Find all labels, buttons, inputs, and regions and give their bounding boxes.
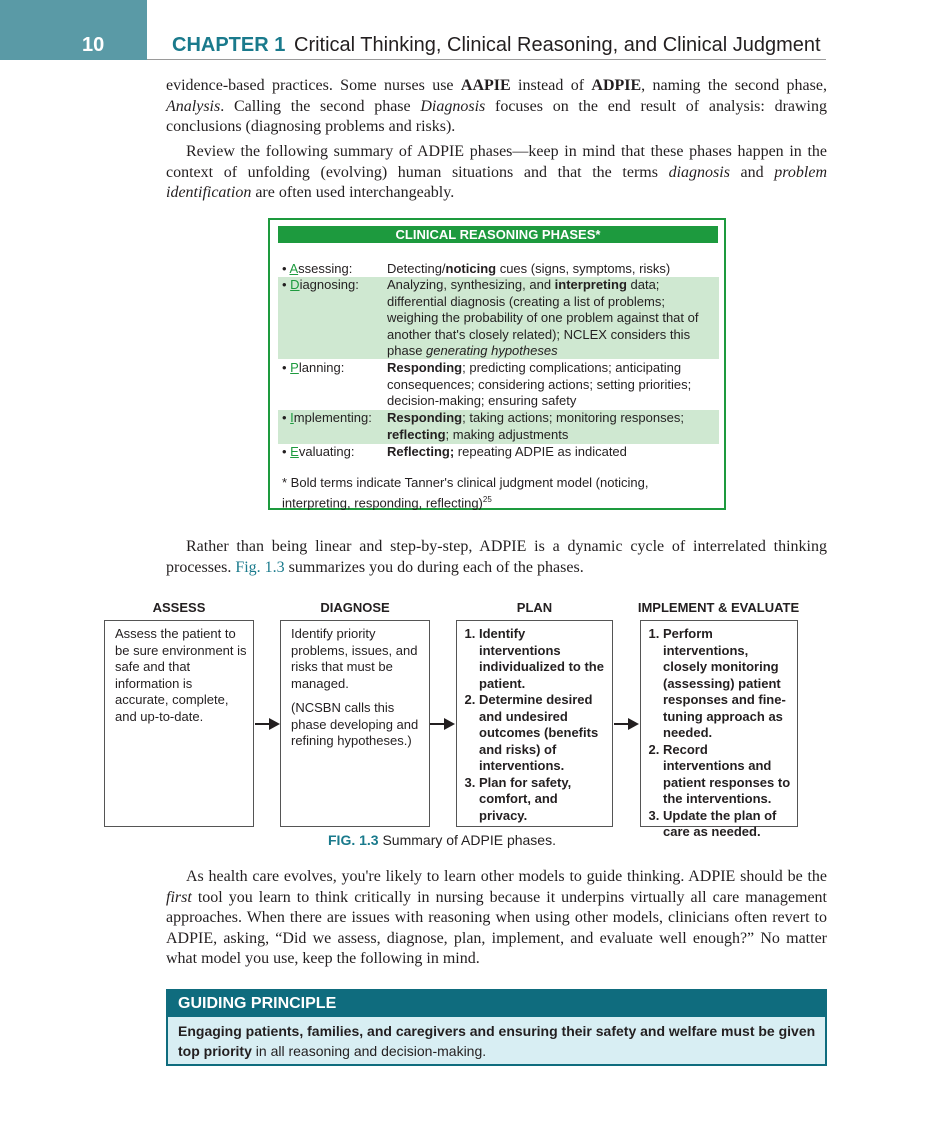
italic-term: Diagnosis xyxy=(420,97,486,115)
arrow-right-icon xyxy=(614,716,640,732)
page-number-tab xyxy=(0,0,147,60)
italic-term: diagnosis xyxy=(668,163,730,181)
text: cues (signs, symptoms, risks) xyxy=(496,261,671,276)
footnote-text: * Bold terms indicate Tanner's clinical judgment model (noticing, interpreting, responding, reflecting) xyxy=(282,475,649,510)
text: summarizes you do during each of the phases. xyxy=(284,558,584,576)
text: ; taking actions; monitoring responses; xyxy=(462,410,684,425)
text: Review the following summary of ADPIE phases—keep in mind that these phases happen in the context of unfolding (evolving) human situations and that the terms xyxy=(166,143,827,181)
text: instead of xyxy=(510,77,592,94)
text: ; making adjustments xyxy=(445,426,569,442)
assess-text: Assess the patient to be sure environment is safe and that information is accurate, complete, and up-to-date. xyxy=(115,626,247,724)
text: Detecting/ xyxy=(387,261,446,276)
text: repeating ADPIE as indicated xyxy=(454,444,627,459)
text: evidence-based practices. Some nurses use xyxy=(166,77,461,94)
text: Analyzing, synthesizing, and xyxy=(387,277,555,292)
diagnose-note: (NCSBN calls this phase developing and refining hypotheses.) xyxy=(291,700,419,748)
phase-row xyxy=(278,410,719,444)
phase-row xyxy=(278,261,719,277)
guiding-principle-box xyxy=(166,989,827,1066)
chapter-label: CHAPTER 1 xyxy=(172,34,286,56)
phase-label: ssessing: xyxy=(298,261,353,276)
text: data; differential diagnosis (creating a list of problems; weighing the probability of one problem against that of another that's closely related); NCLEX considers this phase xyxy=(387,277,699,358)
italic-term: generating hypotheses xyxy=(426,343,558,358)
text: As health care evolves, you're likely to learn other models to guide thinking. ADPIE should be the xyxy=(186,868,827,885)
text: focuses on the end result of analysis: drawing conclusions (diagnosing problems and risks). xyxy=(166,97,827,135)
bold-term: Reflecting; xyxy=(387,444,455,459)
paragraph-3 xyxy=(166,537,827,578)
phase-letter: A xyxy=(289,261,299,276)
phase-name xyxy=(282,444,355,461)
bold-term: reflecting xyxy=(387,426,446,442)
text: and xyxy=(729,163,775,181)
text: are often used interchangeably. xyxy=(251,184,455,201)
implement-item: 1. Perform interventions, closely monitoring (assessing) patient responses and fine-tuning approach as needed. xyxy=(663,626,791,742)
assess-box xyxy=(104,620,254,827)
arrow-right-icon xyxy=(255,716,281,732)
plan-item: 1. Identify interventions individualized to the patient. xyxy=(479,626,606,692)
implement-item: 2. Record interventions and patient responses to the interventions. xyxy=(663,742,791,808)
phase-letter: D xyxy=(290,277,300,292)
text: tool you learn to think critically in nursing because it underpins virtually all care management approaches. When there are issues with reasoning when using other models, clinicians often revert to ADPIE, asking, “Did we assess, diagnose, plan, implement, and evaluate well enough?” No matter what model you use, keep the following in mind. xyxy=(166,888,827,967)
phase-description xyxy=(387,261,717,278)
phase-letter: E xyxy=(290,444,299,459)
italic-term: problem identification xyxy=(166,163,827,201)
bullet-icon: • xyxy=(282,360,291,375)
phase-label: lanning: xyxy=(298,360,345,375)
phase-name xyxy=(282,261,352,278)
phase-description xyxy=(387,360,717,410)
header-rule xyxy=(147,59,826,60)
guiding-principle-title: GUIDING PRINCIPLE xyxy=(168,991,825,1017)
bold-term: interpreting xyxy=(554,277,627,292)
figure-caption-text: Summary of ADPIE phases. xyxy=(378,832,556,848)
guiding-principle-rest: in all reasoning and decision-making. xyxy=(251,1043,487,1059)
figure-heading-assess: ASSESS xyxy=(152,600,206,615)
figure-heading-plan: PLAN xyxy=(516,600,553,615)
text: . Calling the second phase xyxy=(220,97,421,115)
paragraph-4 xyxy=(166,867,827,970)
implement-evaluate-box xyxy=(640,620,798,839)
phase-letter: I xyxy=(290,410,294,425)
text: , naming the second phase, xyxy=(641,77,827,94)
phase-description xyxy=(387,277,717,360)
text: ; predicting complications; anticipating consequences; considering actions; setting priorities; decision-making; ensuring safety xyxy=(387,360,692,408)
phase-label: valuating: xyxy=(298,444,355,459)
plan-item: 3. Plan for safety, comfort, and privacy. xyxy=(479,775,606,825)
figure-caption xyxy=(328,832,556,848)
phases-box-title: CLINICAL REASONING PHASES* xyxy=(278,226,718,243)
phase-description xyxy=(387,410,717,443)
figure-heading-diagnose: DIAGNOSE xyxy=(320,600,390,615)
paragraph-2 xyxy=(166,142,827,204)
bullet-icon: • xyxy=(282,277,291,292)
phase-row xyxy=(278,277,719,359)
italic-term: first xyxy=(166,888,192,906)
guiding-principle-bold: Engaging patients, families, and caregivers and ensuring their safety and welfare must be given top priority xyxy=(178,1023,816,1059)
paragraph-1 xyxy=(166,76,827,138)
implement-item: 3. Update the plan of care as needed. xyxy=(663,808,791,841)
phase-name xyxy=(282,410,372,427)
bold-term: AAPIE xyxy=(460,77,511,94)
phase-letter: P xyxy=(290,360,299,375)
diagnose-box xyxy=(280,620,430,827)
bold-term: Responding xyxy=(387,360,463,375)
bold-term: noticing xyxy=(445,261,497,276)
phase-name xyxy=(282,277,359,294)
figure-heading-implement-evaluate: IMPLEMENT & EVALUATE xyxy=(637,600,800,615)
phase-label: iagnosing: xyxy=(299,277,359,292)
figure-caption-label: FIG. 1.3 xyxy=(328,832,379,848)
bullet-icon: • xyxy=(282,410,291,425)
phases-footnote xyxy=(282,475,712,511)
footnote-ref: 25 xyxy=(482,494,492,504)
arrow-right-icon xyxy=(430,716,456,732)
page-number: 10 xyxy=(82,34,105,56)
phase-name xyxy=(282,360,344,377)
figure-link[interactable]: Fig. 1.3 xyxy=(235,558,285,576)
plan-list xyxy=(463,626,606,824)
italic-term: Analysis xyxy=(166,97,221,115)
chapter-title: Critical Thinking, Clinical Reasoning, and Clinical Judgment xyxy=(294,34,821,56)
bold-term: Responding xyxy=(387,410,463,425)
guiding-principle-text xyxy=(178,1021,818,1061)
phase-row xyxy=(278,444,719,460)
plan-box xyxy=(456,620,613,827)
bold-term: ADPIE xyxy=(591,77,642,94)
bullet-icon: • xyxy=(282,261,290,276)
phase-description xyxy=(387,444,717,461)
plan-item: 2. Determine desired and undesired outcomes (benefits and risks) of interventions. xyxy=(479,692,606,775)
phase-row xyxy=(278,360,719,410)
text: Rather than being linear and step-by-step, ADPIE is a dynamic cycle of interrelated thinking processes. xyxy=(166,538,827,576)
diagnose-text: Identify priority problems, issues, and risks that must be managed. xyxy=(291,626,418,691)
clinical-reasoning-phases-box xyxy=(268,218,726,510)
phase-label: mplementing: xyxy=(293,410,372,425)
implement-list xyxy=(647,626,791,841)
bullet-icon: • xyxy=(282,444,291,459)
